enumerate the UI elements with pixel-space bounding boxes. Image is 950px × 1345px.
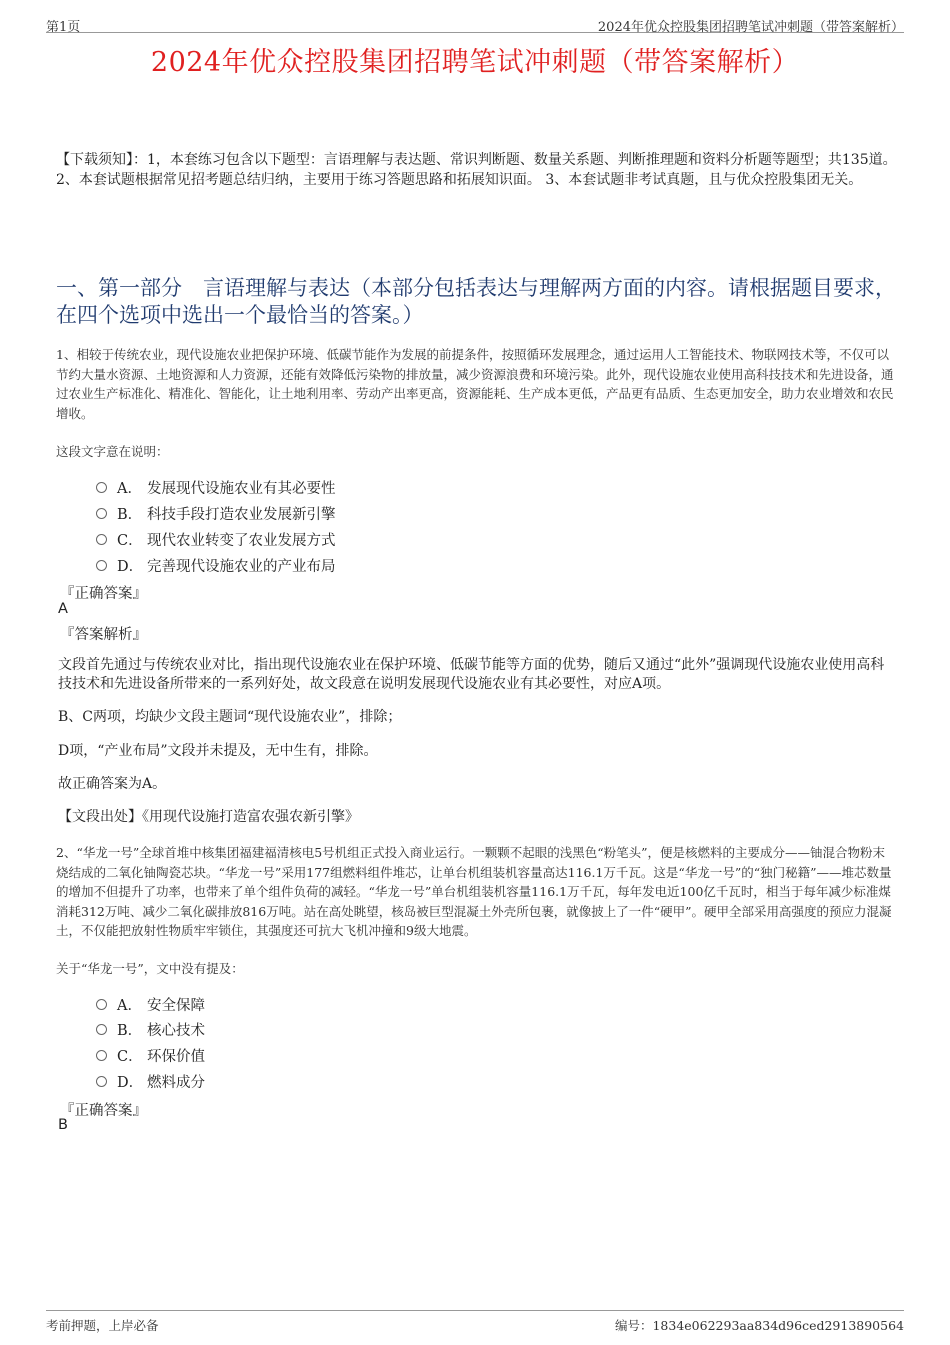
radio-icon[interactable] (96, 534, 107, 545)
question-1-prompt: 这段文字意在说明： (56, 444, 169, 459)
q1-option-b[interactable] (96, 503, 336, 524)
q2-answer: B (58, 1117, 68, 1133)
q1-analysis-paragraph: B、C两项，均缺少文段主题词“现代设施农业”，排除； (58, 709, 402, 725)
question-1-text: 1、相较于传统农业，现代设施农业把保护环境、低碳节能作为发展的前提条件，按照循环发展理念，通过运用人工智能技术、物联网技术等，不仅可以节约大量水资源、土地资源和人力资源，还能有效降低污染物的排放量，减少资源浪费和环境污染。此外，现代设施农业使用高科技技术和先进设备，通过农业生产标准化、精准化、智能化，让土地利用率、劳动产出率更高，资源能耗、生产成本更低，产品更有品质、生态更加安全，助力农业增效和农民增收。 (56, 347, 894, 421)
q1-option-c[interactable] (96, 529, 336, 550)
option-text: 发展现代设施农业有其必要性 (147, 481, 336, 497)
q1-option-a[interactable] (96, 477, 336, 498)
q2-option-c[interactable] (96, 1045, 205, 1066)
option-key: D． (117, 559, 144, 575)
option-text: 安全保障 (147, 998, 205, 1014)
option-key: C． (117, 1049, 143, 1065)
q1-option-d[interactable] (96, 555, 336, 576)
option-key: D． (117, 1075, 144, 1091)
radio-icon[interactable] (96, 1076, 107, 1087)
q1-analysis-paragraph: 文段首先通过与传统农业对比，指出现代设施农业在保护环境、低碳节能等方面的优势，随后又通过“此外”强调现代设施农业使用高科技技术和先进设备所带来的一系列好处，故文段意在说明发展现代设施农业有其必要性，对应A项。 (58, 657, 885, 692)
option-text: 现代农业转变了农业发展方式 (147, 533, 336, 549)
page-header (46, 14, 904, 33)
question-2-text: 2、“华龙一号”全球首堆中核集团福建福清核电5号机组正式投入商业运行。一颗颗不起眼的浅黑色“粉笔头”，便是核燃料的主要成分——铀混合物粉末烧结成的二氧化铀陶瓷芯块。“华龙一号”采用177组燃料组件堆芯，让单台机组装机容量高达116.1万千瓦。这是“华龙一号”的“独门秘籍”——堆芯数量的增加不但提升了功率，也带来了单个组件负荷的减轻。“华龙一号”单台机组装机容量116.1万千瓦，每年发电近100亿千瓦时，相当于每年减少标准煤消耗312万吨、减少二氧化碳排放816万吨。站在高处眺望，核岛被巨型混凝土外壳所包裹，就像披上了一件“硬甲”。硬甲全部采用高强度的预应力混凝土，不仅能把放射性物质牢牢锁住，其强度还可抗大飞机冲撞和9级大地震。 (56, 845, 892, 938)
footer-serial: 编号：1834e062293aa834d96ced2913890564 (614, 1318, 904, 1333)
radio-icon[interactable] (96, 560, 107, 571)
radio-icon[interactable] (96, 1050, 107, 1061)
q2-answer-label: 『正确答案』 (60, 1103, 147, 1119)
q1-analysis-paragraph: 故正确答案为A。 (58, 776, 167, 792)
q1-analysis-label: 『答案解析』 (60, 627, 147, 643)
section-heading: 一、第一部分 言语理解与表达（本部分包括表达与理解两方面的内容。请根据题目要求，在四个选项中选出一个最恰当的答案。） (56, 276, 896, 327)
download-notice: 【下载须知】：1，本套练习包含以下题型：言语理解与表达题、常识判断题、数量关系题、判断推理题和资料分析题等题型；共135道。 2、本套试题根据常见招考题总结归纳，主要用于练习答题思路和拓展知识面。 3、本套试题非考试真题，且与优众控股集团无关。 (56, 152, 897, 188)
option-text: 环保价值 (147, 1049, 205, 1065)
question-2-prompt: 关于“华龙一号”，文中没有提及： (56, 961, 244, 976)
option-text: 科技手段打造农业发展新引擎 (147, 507, 336, 523)
option-key: B． (117, 1023, 143, 1039)
document-title: 2024年优众控股集团招聘笔试冲刺题（带答案解析） (150, 47, 800, 78)
page-number: 第1页 (46, 20, 81, 35)
q2-option-a[interactable] (96, 994, 205, 1015)
q2-option-b[interactable] (96, 1019, 205, 1040)
option-key: A． (117, 481, 142, 497)
option-text: 燃料成分 (147, 1075, 205, 1091)
q1-source: 【文段出处】《用现代设施打造富农强农新引擎》 (58, 809, 359, 825)
footer-slogan: 考前押题，上岸必备 (46, 1318, 159, 1333)
q1-answer-label: 『正确答案』 (60, 586, 147, 602)
option-key: A． (117, 998, 142, 1014)
radio-icon[interactable] (96, 508, 107, 519)
radio-icon[interactable] (96, 999, 107, 1010)
option-key: B． (117, 507, 143, 523)
option-text: 核心技术 (147, 1023, 205, 1039)
radio-icon[interactable] (96, 482, 107, 493)
q1-analysis-paragraph: D项，“产业布局”文段并未提及，无中生有，排除。 (58, 743, 378, 759)
header-doc-title: 2024年优众控股集团招聘笔试冲刺题（带答案解析） (597, 20, 904, 35)
q2-option-d[interactable] (96, 1071, 205, 1092)
q1-answer: A (58, 601, 68, 617)
radio-icon[interactable] (96, 1024, 107, 1035)
option-text: 完善现代设施农业的产业布局 (147, 559, 336, 575)
option-key: C． (117, 533, 143, 549)
page-footer (46, 1310, 904, 1335)
